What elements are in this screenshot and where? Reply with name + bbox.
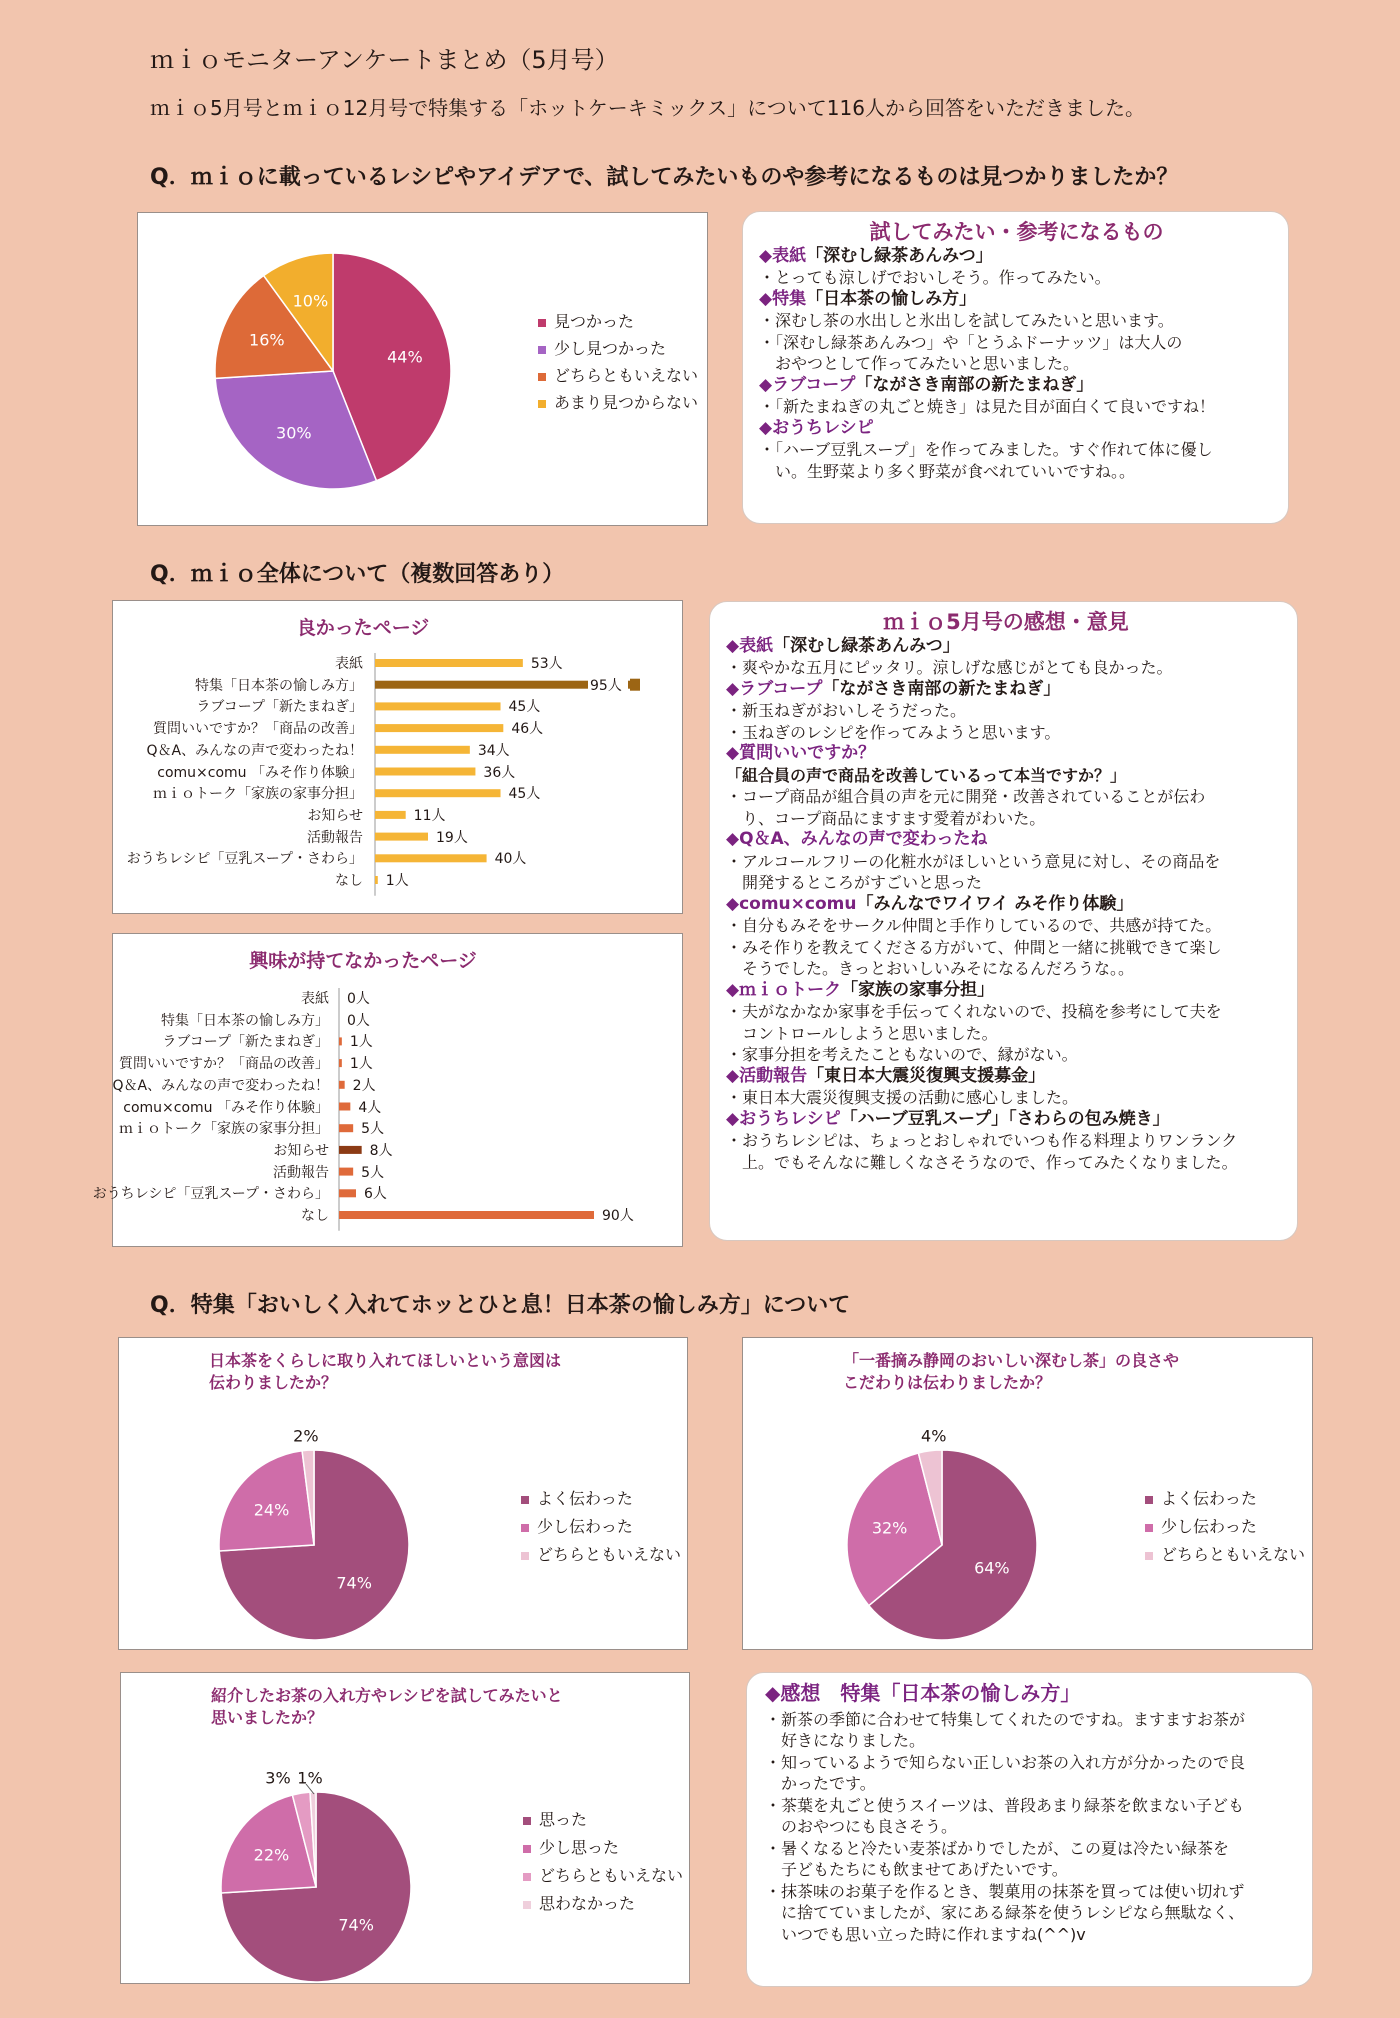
bar-value-label: 0人	[347, 1012, 370, 1029]
legend-item	[523, 1891, 635, 1914]
bar-category-label: comu×comu 「みそ作り体験」	[123, 1099, 329, 1116]
bar-value-label: 11人	[413, 807, 446, 824]
bar-category-label: 表紙	[301, 991, 329, 1007]
bar	[339, 1059, 342, 1067]
legend-swatch	[521, 1552, 529, 1560]
comment-heading	[759, 246, 1274, 268]
comment-heading-subject: 「ながさき南部の新たまねぎ」	[855, 374, 1094, 395]
bar	[339, 1168, 353, 1176]
bar-value-label: 5人	[361, 1121, 385, 1138]
comment-heading-label: ◆おうちレシピ	[726, 1108, 841, 1129]
legend-label: 少し見つかった	[554, 339, 667, 358]
comment-heading-label: ◆comu×comu	[726, 893, 857, 914]
bar-category-label: Q＆A、みんなの声で変わったね！	[146, 742, 363, 759]
bar-category-label: ラブコープ「新たまねぎ」	[162, 1034, 329, 1051]
comment-line: ・「新たまねぎの丸ごと焼き」は見た目が面白くて良いですね！	[759, 397, 1216, 416]
comment-heading	[726, 829, 1286, 851]
legend-label: 思わなかった	[539, 1894, 636, 1913]
bar	[375, 854, 487, 862]
pie-slice-label: 64%	[974, 1558, 1010, 1578]
comment-heading	[726, 1066, 1286, 1088]
legend-swatch	[1145, 1496, 1153, 1504]
comment-heading	[726, 1109, 1286, 1131]
legend-label: どちらともいえない	[539, 1866, 684, 1885]
comments-list-3	[765, 1683, 1305, 1945]
bar-value-label: 8人	[369, 1142, 393, 1159]
comments-title: 試してみたい・参考になるもの	[869, 220, 1164, 244]
bar	[375, 768, 475, 776]
comment-line: ・みそ作りを教えてくださる方がいて、仲間と一緒に挑戦できて楽し	[726, 937, 1222, 957]
legend-label: あまり見つからない	[554, 393, 699, 412]
comment-line: り、コープ商品にますます愛着がわいた。	[726, 808, 1046, 828]
pie-slice-label: 74%	[336, 1573, 372, 1593]
comment-heading-label: ◆活動報告	[726, 1065, 808, 1086]
comment-heading-label: ◆おうちレシピ	[759, 417, 874, 438]
comment-line: いつでも思い立った時に作れますね(^^)v	[765, 1924, 1086, 1944]
bar	[339, 1124, 353, 1132]
pie-chart-title-line: 思いましたか？	[211, 1708, 324, 1727]
bar-category-label: お知らせ	[273, 1142, 329, 1159]
comment-heading	[759, 375, 1274, 397]
fukamushi-chart-panel	[742, 1337, 1313, 1650]
comment-heading-subject: 「深むし緑茶あんみつ」	[773, 635, 960, 656]
comment-heading-subject: 「日本茶の愉しみ方」	[806, 288, 977, 309]
legend-item	[521, 1514, 633, 1537]
pie-slice-label: 30%	[276, 423, 312, 443]
comment-line: 好きになりました。	[765, 1731, 926, 1750]
comment-heading-subject: 「ハーブ豆乳スープ」「さわらの包み焼き」	[840, 1108, 1170, 1129]
comment-heading	[726, 980, 1286, 1002]
legend-swatch	[521, 1524, 529, 1532]
comment-line: ・新茶の季節に合わせて特集してくれたのですね。ますますお茶が	[765, 1709, 1246, 1729]
legend-label: 思った	[539, 1810, 588, 1829]
legend-label: よく伝わった	[1161, 1489, 1257, 1508]
bar	[375, 811, 406, 819]
legend-swatch	[523, 1817, 531, 1825]
comment-line: のおやつにも良さそう。	[765, 1817, 958, 1836]
comment-heading	[759, 418, 1274, 440]
pie-slice-label: 22%	[253, 1845, 290, 1865]
legend-swatch	[538, 373, 546, 381]
comment-line: 「組合員の声で商品を改善しているって本当ですか？」	[726, 765, 1127, 785]
comment-line: ・おうちレシピは、ちょっとおしゃれでいつも作る料理よりワンランク	[726, 1131, 1238, 1150]
pie-slice-label: 3%	[265, 1768, 291, 1788]
bar-chart-title: 興味が持てなかったページ	[249, 950, 477, 972]
legend-swatch	[521, 1496, 529, 1504]
intent-chart-panel	[118, 1337, 688, 1650]
legend-item	[521, 1542, 681, 1565]
comment-line: い。生野菜より多く野菜が食べれていいですね。。	[759, 461, 1136, 481]
legend-swatch	[523, 1845, 531, 1853]
found-chart-panel	[137, 212, 708, 526]
comment-heading-subject: 「家族の家事分担」	[841, 979, 995, 1000]
comment-heading-label: ◆表紙	[726, 635, 774, 656]
bar-value-label: 46人	[511, 721, 544, 738]
comments-panel-2	[709, 601, 1298, 1241]
comment-line: 開発するところがすごいと思った	[726, 873, 983, 892]
bar-category-label: 特集「日本茶の愉しみ方」	[195, 677, 363, 694]
bar-value-label: 5人	[361, 1164, 385, 1181]
legend-swatch	[538, 319, 546, 327]
bar-category-label: 表紙	[335, 656, 363, 672]
pie-chart-title-line: 日本茶をくらしに取り入れてほしいという意図は	[209, 1351, 562, 1370]
comment-line: ・抹茶味のお菓子を作るとき、製菓用の抹茶を買っては使い切れず	[765, 1881, 1245, 1901]
legend-swatch	[523, 1901, 531, 1909]
comment-line: ・知っているようで知らない正しいお茶の入れ方が分かったので良	[765, 1752, 1246, 1772]
pie-slice-label: 44%	[387, 347, 423, 367]
comment-heading-label: ◆ラブコープ	[759, 374, 856, 395]
pie-chart-title-line: こだわりは伝わりましたか？	[843, 1373, 1052, 1392]
legend-item	[521, 1486, 633, 1509]
comments-title: ｍｉｏ5月号の感想・意見	[883, 610, 1129, 634]
comment-line: 子どもたちにも飲ませてあげたいです。	[765, 1860, 1068, 1879]
legend-label: どちらともいえない	[537, 1545, 682, 1564]
pie-slice-label: 32%	[871, 1518, 908, 1538]
legend-item	[523, 1835, 619, 1858]
bar-value-label: 90人	[602, 1208, 634, 1224]
comment-line: ・玉ねぎのレシピを作ってみようと思います。	[726, 722, 1061, 742]
bar	[339, 1146, 362, 1154]
page-title: ｍｉｏモニターアンケートまとめ（5月号）	[150, 46, 619, 74]
comment-heading-subject: 「ながさき南部の新たまねぎ」	[822, 678, 1061, 699]
legend-item	[1145, 1542, 1305, 1565]
comment-heading-subject: 「東日本大震災復興支援募金」	[807, 1065, 1046, 1086]
legend-swatch	[523, 1873, 531, 1881]
bad-pages-panel	[92, 933, 683, 1247]
legend-label: 少し伝わった	[1161, 1517, 1257, 1536]
pie-slice-label: 2%	[293, 1426, 319, 1446]
legend-item	[538, 336, 666, 359]
comment-heading	[726, 894, 1286, 916]
comment-heading	[726, 743, 1286, 765]
bar-value-label: 1人	[349, 1034, 373, 1051]
legend-label: 見つかった	[554, 312, 635, 331]
page-subtitle: ｍｉｏ5月号とｍｉｏ12月号で特集する「ホットケーキミックス」について116人から回答をいただきました。	[150, 96, 1145, 120]
comment-line: ・深むし茶の水出しと氷出しを試してみたいと思います。	[759, 311, 1174, 330]
bar-category-label: 質問いいですか？「商品の改善」	[119, 1056, 329, 1073]
legend-label: よく伝わった	[537, 1489, 633, 1508]
bar-category-label: 活動報告	[273, 1164, 329, 1181]
comment-heading-label: ◆質問いいですか？	[726, 743, 876, 763]
try-pie-chart	[121, 1673, 691, 1986]
bar-value-label: 45人	[508, 786, 541, 803]
legend-item	[1145, 1514, 1257, 1537]
legend-item	[523, 1863, 683, 1886]
bar-value-label: 4人	[358, 1099, 382, 1116]
comment-heading-subject: 「深むし緑茶あんみつ」	[806, 245, 993, 266]
bar-category-label: Q＆A、みんなの声で変わったね！	[112, 1077, 329, 1094]
comment-line: ・爽やかな五月にピッタリ。涼しげな感じがとても良かった。	[726, 658, 1173, 677]
bar-value-label: 45人	[508, 699, 541, 716]
comment-line: ・家事分担を考えたこともないので、縁がない。	[726, 1045, 1078, 1064]
comment-line: おやつとして作ってみたいと思いました。	[759, 354, 1080, 373]
bar	[375, 876, 378, 884]
bar-value-label: 2人	[352, 1077, 376, 1094]
comment-line: ・アルコールフリーの化粧水がほしいという意見に対し、その商品を	[726, 851, 1221, 871]
bar	[339, 1189, 356, 1197]
comment-line: コントロールしようと思いました。	[726, 1023, 998, 1043]
legend-swatch	[538, 400, 546, 408]
comment-line: ・とっても涼しげでおいしそう。作ってみたい。	[759, 268, 1111, 287]
comment-line: ・新玉ねぎがおいしそうだった。	[726, 701, 967, 720]
try-chart-panel	[120, 1672, 690, 1984]
legend-item	[1145, 1486, 1257, 1509]
comment-line: ・「深むし緑茶あんみつ」や「とうふドーナッツ」は大人の	[759, 332, 1183, 352]
bar-category-label: ｍｉｏトーク「家族の家事分担」	[119, 1121, 329, 1138]
comments-list-1	[759, 222, 1274, 482]
bar-value-label: 19人	[436, 829, 468, 846]
bar	[375, 702, 501, 710]
comment-line: ・コープ商品が組合員の声を元に開発・改善されていることが伝わ	[726, 787, 1206, 806]
pie-slice-label: 4%	[921, 1426, 947, 1446]
bar	[375, 724, 503, 732]
comment-line: かったです。	[765, 1774, 876, 1793]
bar-category-label: 活動報告	[307, 829, 363, 846]
comment-heading-label: ◆ラブコープ	[726, 678, 823, 699]
bar	[375, 746, 470, 754]
bar-category-label: おうちレシピ「豆乳スープ・さわら」	[126, 851, 363, 868]
pie-slice-label: 74%	[338, 1915, 374, 1935]
comment-heading-label: ◆表紙	[759, 245, 807, 266]
bar-category-label: 特集「日本茶の愉しみ方」	[161, 1012, 329, 1029]
bar-value-label: 34人	[477, 742, 510, 759]
legend-label: 少し伝わった	[537, 1517, 633, 1536]
bar-category-label: ラブコープ「新たまねぎ」	[196, 699, 363, 716]
bar-value-label: 95人	[590, 677, 622, 694]
bar	[375, 833, 428, 841]
legend-item	[523, 1807, 587, 1830]
pie-slice-label: 16%	[249, 330, 285, 350]
bar-category-label: ｍｉｏトーク「家族の家事分担」	[153, 786, 363, 803]
comments-list-2	[726, 612, 1286, 1173]
comment-heading	[726, 636, 1286, 658]
comment-heading	[759, 289, 1274, 311]
bar	[339, 1211, 594, 1219]
bar-category-label: おうちレシピ「豆乳スープ・さわら」	[92, 1186, 329, 1203]
bar-category-label: なし	[335, 873, 363, 889]
comment-heading	[726, 679, 1286, 701]
comment-heading-label: ◆特集	[759, 288, 807, 309]
comments-panel-1	[742, 211, 1289, 524]
bar-category-label: 質問いいですか？「商品の改善」	[153, 721, 363, 738]
pie-slice-label: 1%	[297, 1768, 323, 1788]
bar-end-marker	[630, 679, 640, 691]
comment-line: ・「ハーブ豆乳スープ」を作ってみました。すぐ作れて体に優し	[759, 440, 1213, 459]
comment-line: に捨てていましたが、家にある緑茶を使うレシピなら無駄なく、	[765, 1903, 1245, 1922]
bar	[375, 659, 523, 667]
bar-value-label: 1人	[385, 873, 409, 889]
question-2: Q．ｍｉｏ全体について（複数回答あり）	[150, 562, 565, 587]
comment-line: ・東日本大震災復興支援の活動に感心しました。	[726, 1088, 1079, 1107]
bar-value-label: 6人	[364, 1186, 387, 1203]
pie-slice-label: 24%	[253, 1500, 290, 1520]
bar	[339, 1103, 350, 1111]
legend-item	[538, 363, 698, 386]
legend-item	[538, 309, 634, 332]
comment-heading-label: ◆ｍｉｏトーク	[726, 979, 842, 1000]
comment-line: ・茶葉を丸ごと使うスイーツは、普段あまり緑茶を飲まない子ども	[765, 1795, 1245, 1815]
pie-chart-title-line: 「一番摘み静岡のおいしい深むし茶」の良さや	[843, 1351, 1180, 1370]
bar	[339, 1037, 342, 1045]
bar-category-label: comu×comu 「みそ作り体験」	[157, 764, 363, 781]
question-1: Q．ｍｉｏに載っているレシピやアイデアで、試してみたいものや参考になるものは見つかりましたか？	[150, 165, 1179, 190]
bar-value-label: 53人	[530, 656, 563, 672]
bar-value-label: 40人	[494, 851, 527, 868]
bar	[375, 789, 501, 797]
comment-line: ・夫がなかなか家事を手伝ってくれないので、投稿を参考にして夫を	[726, 1002, 1222, 1021]
legend-swatch	[1145, 1552, 1153, 1560]
legend-swatch	[538, 346, 546, 354]
comment-line: 上。でもそんなに難しくなさそうなので、作ってみたくなりました。	[726, 1152, 1238, 1172]
comment-heading-label: ◆Q＆A、みんなの声で変わったね	[726, 829, 988, 849]
pie-slice-label: 10%	[292, 291, 329, 311]
bar	[339, 1081, 345, 1089]
legend-label: 少し思った	[539, 1838, 620, 1857]
bar-value-label: 1人	[349, 1056, 373, 1073]
comment-line: ・暑くなると冷たい麦茶ばかりでしたが、この夏は冷たい緑茶を	[765, 1838, 1230, 1858]
legend-swatch	[1145, 1524, 1153, 1532]
bar-value-label: 36人	[483, 764, 516, 781]
pie-chart-title-line: 伝わりましたか？	[209, 1373, 338, 1392]
good-pages-panel	[112, 600, 683, 914]
bar-category-label: お知らせ	[307, 807, 363, 824]
comment-heading-subject: 「みんなでワイワイ みそ作り体験」	[856, 893, 1134, 914]
pie-chart-title-line: 紹介したお茶の入れ方やレシピを試してみたいと	[211, 1686, 563, 1705]
comment-line: ・自分もみそをサークル仲間と手作りしているので、共感が持てた。	[726, 916, 1222, 935]
bar-value-label: 0人	[347, 991, 370, 1007]
comments-panel-3	[746, 1672, 1313, 1987]
comments-title: ◆感想 特集「日本茶の愉しみ方」	[765, 1681, 1081, 1705]
legend-item	[538, 390, 698, 413]
question-3: Q．特集「おいしく入れてホッとひと息！日本茶の愉しみ方」について	[150, 1293, 851, 1318]
legend-label: どちらともいえない	[554, 366, 699, 385]
bar-category-label: なし	[301, 1208, 329, 1224]
bar-chart-title: 良かったページ	[296, 617, 430, 639]
comment-line: そうでした。きっとおいしいみそになるんだろうな。。	[726, 959, 1135, 978]
legend-label: どちらともいえない	[1161, 1545, 1306, 1564]
